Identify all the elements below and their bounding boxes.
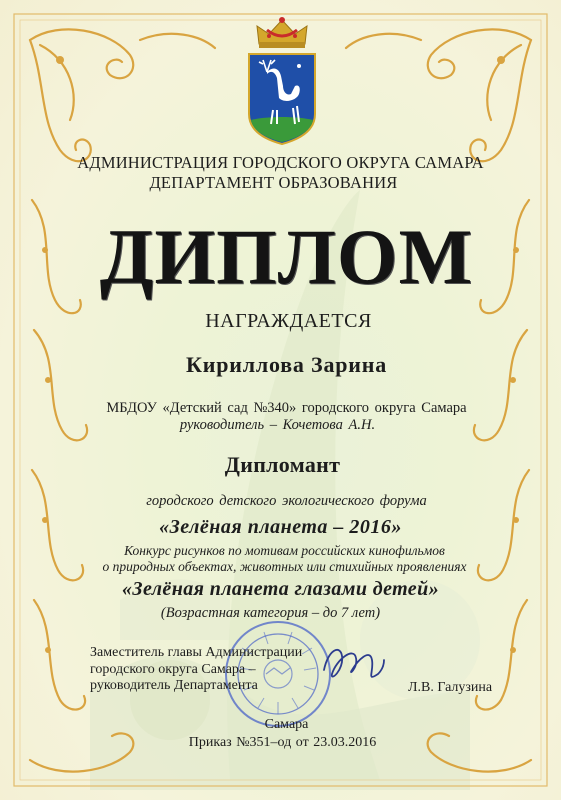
- contest-description-line-2: о природных объектах, животных или стихийных проявлениях: [102, 559, 467, 574]
- age-category: (Возрастная категория – до 7 лет): [160, 605, 381, 621]
- contest-name: «Зелёная планета глазами детей»: [122, 578, 439, 600]
- department-heading: ДЕПАРТАМЕНТ ОБРАЗОВАНИЯ: [149, 173, 398, 192]
- signatory-line-1: Заместитель главы Администрации: [90, 645, 303, 660]
- administration-heading: АДМИНИСТРАЦИЯ ГОРОДСКОГО ОКРУГА САМАРА: [77, 153, 484, 172]
- contest-description-line-1: Конкурс рисунков по мотивам российских кинофильмов: [124, 543, 445, 558]
- crown-icon: [257, 17, 307, 48]
- recipient-organization: МБДОУ «Детский сад №340» городского округа Самара: [106, 400, 467, 416]
- order-reference: Приказ №351–од от 23.03.2016: [188, 735, 377, 750]
- signatory-name: Л.В. Галузина: [408, 680, 493, 695]
- coat-of-arms: [237, 14, 327, 146]
- award-title: Дипломант: [224, 452, 341, 477]
- document-title: ДИПЛОМ: [99, 213, 474, 300]
- forum-name: «Зелёная планета – 2016»: [159, 516, 402, 538]
- signature-icon: [318, 630, 388, 700]
- city-label: Самара: [264, 717, 309, 732]
- signatory-line-3: руководитель Департамента: [90, 678, 258, 693]
- organization-head: руководитель – Кочетова А.Н.: [179, 417, 376, 433]
- recipient-name: Кириллова Зарина: [185, 352, 388, 377]
- signatory-line-2: городского округа Самара –: [90, 661, 256, 677]
- forum-description: городского детского экологического форума: [146, 493, 427, 509]
- coat-of-arms-deer-icon: [249, 54, 315, 144]
- awarded-label: НАГРАЖДАЕТСЯ: [205, 310, 372, 332]
- signatory-position: [90, 645, 302, 695]
